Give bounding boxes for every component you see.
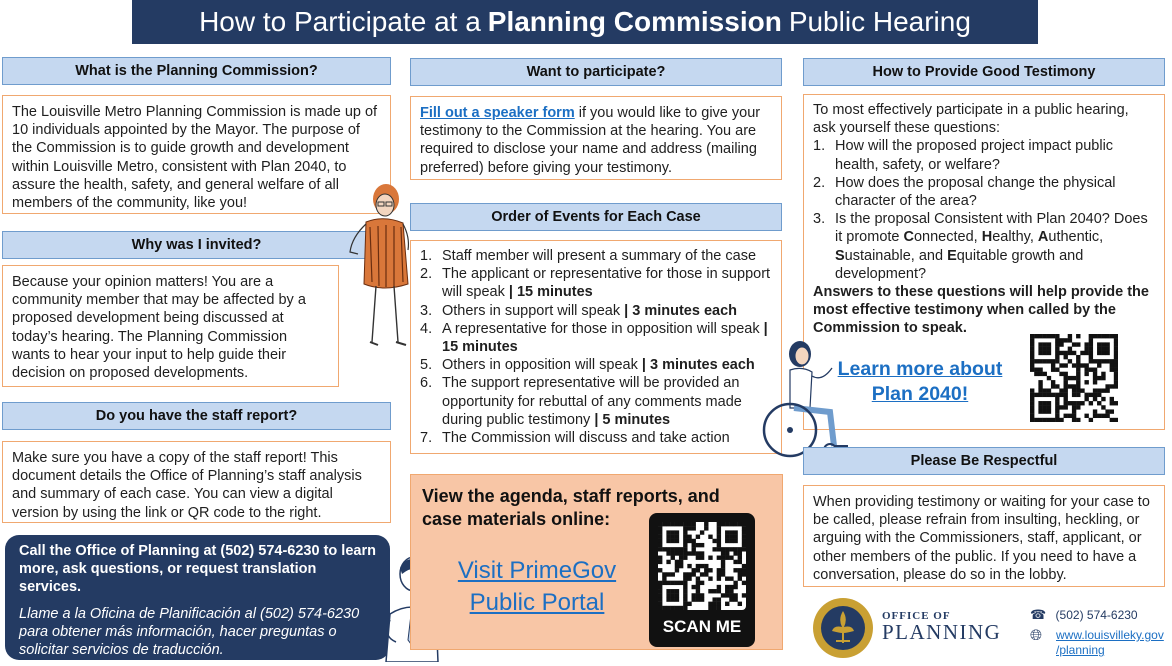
order-item: 4. A representative for those in opposition will speak | 15 minutes bbox=[420, 320, 768, 356]
order-header: Order of Events for Each Case bbox=[410, 203, 782, 231]
primegov-portal-link[interactable]: Visit PrimeGov Public Portal bbox=[457, 557, 617, 616]
globe-icon: 🌐︎ bbox=[1030, 627, 1043, 644]
order-item: 1. Staff member will present a summary of the case bbox=[420, 248, 757, 264]
woman-illustration bbox=[348, 182, 418, 357]
order-item: 2. The applicant or representative for those in support will speak | 15 minutes bbox=[420, 266, 771, 301]
testimony-answer: Answers to these questions will help provide the most effective testimony when called by the Commission to speak. bbox=[813, 284, 1149, 337]
respect-box bbox=[803, 485, 1165, 587]
agenda-qr-code bbox=[658, 522, 746, 610]
plan2040-qr-code[interactable] bbox=[1030, 334, 1118, 427]
website-link-line2[interactable]: /planning bbox=[1056, 643, 1105, 657]
agenda-panel bbox=[410, 474, 783, 650]
phone-number: (502) 574-6230 bbox=[1055, 608, 1138, 622]
respect-body: When providing testimony or waiting for your case to be called, please refrain from insulting, heckling, or arguing with the Commissioners, staff, applicant, or other members of the public. If you need to have a conversation, please do so in the lobby. bbox=[813, 494, 1150, 583]
respect-header: Please Be Respectful bbox=[803, 447, 1165, 475]
why-header: Why was I invited? bbox=[2, 231, 391, 259]
title-bold: Planning Commission bbox=[487, 6, 782, 37]
participate-body: if you would like to give your testimony to the Commission at the hearing. You are required to disclose your name and address (mailing preferred) before giving your testimony. bbox=[420, 105, 761, 176]
agenda-qr-card[interactable] bbox=[649, 513, 755, 647]
scan-me-label: SCAN ME bbox=[662, 617, 742, 636]
what-header: What is the Planning Commission? bbox=[2, 57, 391, 85]
question-3-text: Is the proposal Consistent with Plan 2040? Does it promote Connected, Healthy, Authentic, Sustainable, and Equitable growth and development? bbox=[835, 211, 1148, 282]
page-title bbox=[132, 0, 1038, 44]
question-3: 3. Is the proposal Consistent with Plan 2040? Does it promote Connected, Healthy, Authentic, Sustainable, and Equitable growth and development? bbox=[813, 210, 1155, 283]
website-link-line1[interactable]: www.louisvilleky.gov bbox=[1056, 628, 1164, 642]
order-list bbox=[420, 247, 772, 447]
order-item: 7. The Commission will discuss and take action bbox=[420, 430, 730, 447]
title-post: Public Hearing bbox=[788, 6, 971, 37]
speaker-form-link[interactable]: Fill out a speaker form bbox=[420, 105, 575, 121]
order-item: 5. Others in opposition will speak | 3 minutes each bbox=[420, 357, 755, 374]
what-box bbox=[2, 95, 391, 214]
learn-more-plan2040-link[interactable]: Learn more about Plan 2040! bbox=[837, 358, 1003, 405]
order-item: 6. The support representative will be provided an opportunity for rebuttal of any comments made during public testimony | 5 minutes bbox=[420, 375, 742, 428]
office-big: PLANNING bbox=[882, 620, 1002, 644]
agenda-title: View the agenda, staff reports, and case materials online: bbox=[422, 486, 720, 529]
louisville-seal-logo bbox=[812, 597, 874, 659]
why-box bbox=[2, 265, 339, 387]
participate-header: Want to participate? bbox=[410, 58, 782, 86]
order-box bbox=[410, 240, 782, 454]
office-of-planning-logo bbox=[882, 610, 1001, 645]
call-office-panel bbox=[5, 535, 390, 660]
what-body: The Louisville Metro Planning Commission is made up of 10 individuals appointed by the Mayor. The purpose of the Commission is to guide growth and development within Louisville Metro, consistent with Plan 2040, to assure the health, safety, and general welfare of all members of the community, like you! bbox=[12, 104, 378, 212]
staff-box bbox=[2, 441, 391, 523]
office-small: OFFICE OF bbox=[882, 610, 951, 622]
staff-header: Do you have the staff report? bbox=[2, 402, 391, 430]
order-item: 3. Others in support will speak | 3 minutes each bbox=[420, 302, 737, 319]
staff-body: Make sure you have a copy of the staff report! This document details the Office of Planning’s staff analysis and summary of each case. You can view a digital version by using the link or QR code to the right. bbox=[12, 450, 362, 521]
phone-icon: ☎ bbox=[1030, 607, 1047, 622]
title-pre: How to Participate at a bbox=[199, 6, 481, 37]
call-english: Call the Office of Planning at (502) 574-6230 to learn more, ask questions, or request translation services. bbox=[19, 543, 376, 595]
question-1: 1. How will the proposed project impact public health, safety, or welfare? bbox=[813, 138, 1114, 173]
web-contact bbox=[1030, 628, 1164, 658]
question-2: 2. How does the proposal change the physical character of the area? bbox=[813, 174, 1116, 210]
testimony-header: How to Provide Good Testimony bbox=[803, 58, 1165, 86]
phone-contact bbox=[1030, 607, 1138, 623]
participate-text bbox=[420, 104, 772, 177]
testimony-intro: To most effectively participate in a public hearing, ask yourself these questions: bbox=[813, 102, 1129, 137]
testimony-questions bbox=[813, 137, 1155, 283]
call-spanish: Llame a la Oficina de Planificación al (502) 574-6230 para obtener más información, hacer preguntas o solicitar servicios de traducción. bbox=[19, 606, 360, 658]
why-body: Because your opinion matters! You are a community member that may be affected by a proposed development being discussed at today’s hearing. The Planning Commission wants to hear your input to help guide their decision on proposed developments. bbox=[12, 274, 306, 382]
participate-box bbox=[410, 96, 782, 180]
